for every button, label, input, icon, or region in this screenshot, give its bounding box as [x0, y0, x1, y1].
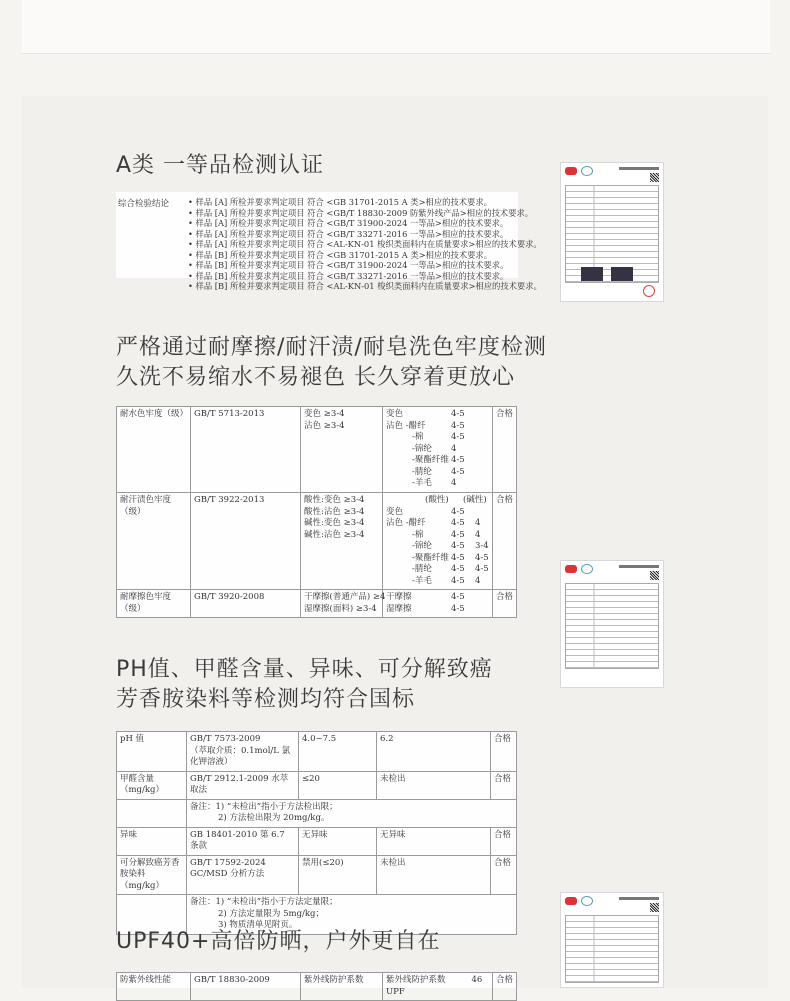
heading-fastness-2: 久洗不易缩水不易褪色 长久穿着更放心: [116, 365, 515, 390]
chemical-table: [116, 731, 516, 935]
table-row: 耐汗渍色牢度（级） GB/T 3922-2013 酸性:变色 ≥3-4 酸性:沾色 ≥3-4 碱性:变色 ≥3-4 碱性:沾色 ≥3-4 (酸性) (碱性) 变色 4-5 沾色 -醋纤 4-5 4 -棉 4-5 4 -锦纶 4-5 3-4 -聚酯纤维 4-5 4-5 -腈纶 4-5 4-5 -羊毛 4-5 4 合格: [117, 493, 517, 590]
table-row: 备注：1) “未检出”指小于方法定量限； 2) 方法定量限为 5mg/kg； 3) 物质清单见附页。: [117, 895, 517, 935]
qr-code-icon: [650, 903, 659, 912]
top-band: [22, 0, 770, 54]
summary-label: 综合检验结论: [118, 199, 170, 209]
summary-item: • 样品 [B] 所检并要求判定项目 符合 <AL-KN-01 梭织类面料内在质量要求>相应的技术要求。: [188, 281, 542, 291]
summary-list: [188, 197, 542, 292]
summary-item: • 样品 [A] 所检并要求判定项目 符合 <GB/T 31900-2024 一等品>相应的技术要求。: [188, 218, 509, 228]
summary-item: • 样品 [B] 所检并要求判定项目 符合 <GB/T 31900-2024 一等品>相应的技术要求。: [188, 260, 509, 270]
heading-fastness-1: 严格通过耐摩擦/耐汗渍/耐皂洗色牢度检测: [116, 335, 547, 360]
heading-ph-1: PH值、甲醛含量、异味、可分解致癌: [116, 657, 493, 682]
summary-item: • 样品 [A] 所检并要求判定项目 符合 <AL-KN-01 梭织类面料内在质量要求>相应的技术要求。: [188, 239, 542, 249]
table-row: 甲醛含量（mg/kg） GB/T 2912.1-2009 水萃取法 ≤20 未检出 合格: [117, 771, 517, 799]
table-row: 耐摩擦色牢度（级） GB/T 3920-2008 干摩擦(普通产品) ≥4 湿摩擦(面料) ≥3-4 干摩擦 4-5 湿摩擦 4-5 合格: [117, 590, 517, 618]
sample-photo: [611, 267, 633, 281]
table-row: pH 值 GB/T 7573-2009 （萃取介质：0.1mol/L 氯化钾溶液） 4.0~7.5 6.2 合格: [117, 732, 517, 772]
summary-item: • 样品 [B] 所检并要求判定项目 符合 <GB 31701-2015 A 类>相应的技术要求。: [188, 249, 493, 260]
ilac-logo-icon: [581, 564, 593, 574]
table-row: 可分解致癌芳香胺染料（mg/kg） GB/T 17592-2024 GC/MSD 分析方法 禁用(≤20) 未检出 合格: [117, 855, 517, 895]
report-thumbnail-2: [560, 560, 664, 688]
ilac-logo-icon: [581, 896, 593, 906]
summary-item: • 样品 [A] 所检并要求判定项目 符合 <GB 31701-2015 A 类>相应的技术要求。: [188, 197, 492, 207]
report-thumbnail-3: [560, 892, 664, 988]
table-row: 备注：1) “未检出”指小于方法检出限； 2) 方法检出限为 20mg/kg。: [117, 799, 517, 827]
summary-table: [116, 192, 542, 291]
sample-photo: [581, 267, 603, 281]
table-row: 防紫外线性能 GB/T 18830-2009 紫外线防护系数 紫外线防护系数 UPF 46 合格: [117, 973, 517, 1001]
heading-ph-2: 芳香胺染料等检测均符合国标: [116, 687, 416, 712]
report-thumbnail-1: [560, 162, 664, 302]
upf-table: [116, 972, 516, 997]
fastness-table: [116, 406, 516, 618]
table-row: 耐水色牢度（级） GB/T 5713-2013 变色 ≥3-4 沾色 ≥3-4 变色 4-5 沾色 -醋纤 4-5 -棉 4-5 -锦纶 4 -聚酯纤维 4-5 -腈纶 4-5 -羊毛 4 合格: [117, 407, 517, 493]
summary-item: • 样品 [B] 所检并要求判定项目 符合 <GB/T 33271-2016 一等品>相应的技术要求。: [188, 270, 509, 281]
qr-code-icon: [650, 571, 659, 580]
heading-a-class: A类 一等品检测认证: [116, 153, 325, 178]
summary-item: • 样品 [A] 所检并要求判定项目 符合 <GB/T 33271-2016 一等品>相应的技术要求。: [188, 228, 509, 239]
summary-item: • 样品 [A] 所检并要求判定项目 符合 <GB/T 18830-2009 防紫外线产品>相应的技术要求。: [188, 207, 534, 218]
cma-logo-icon: [565, 897, 577, 905]
cma-logo-icon: [565, 565, 577, 573]
ilac-logo-icon: [581, 166, 593, 176]
qr-code-icon: [650, 173, 659, 182]
heading-upf: UPF40+高倍防晒，户外更自在: [116, 929, 441, 954]
seal-stamp-icon: [643, 285, 655, 297]
table-row: 异味 GB 18401-2010 第 6.7 条款 无异味 无异味 合格: [117, 827, 517, 855]
cma-logo-icon: [565, 167, 577, 175]
